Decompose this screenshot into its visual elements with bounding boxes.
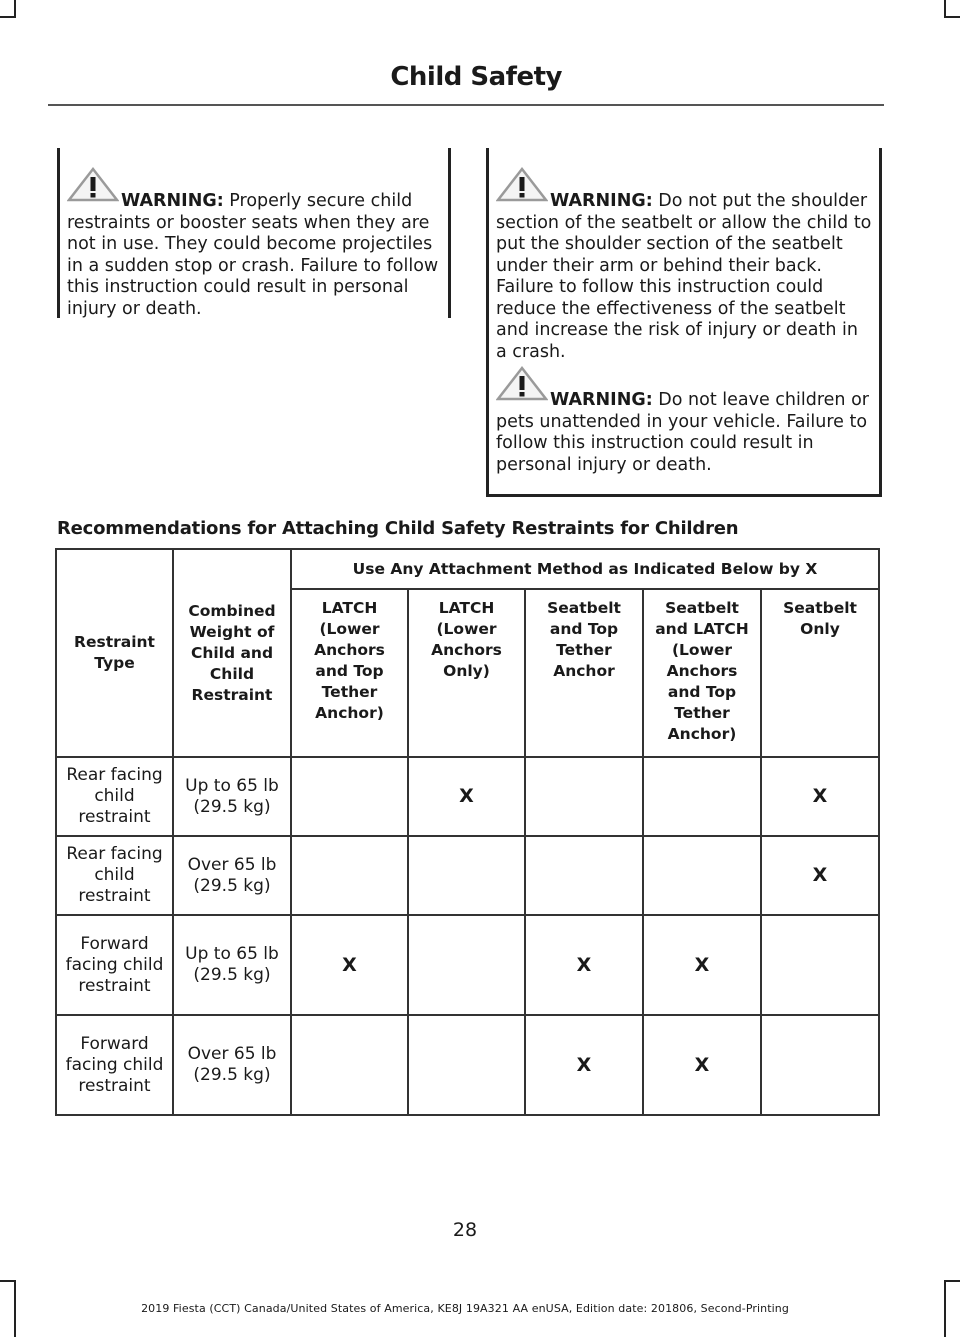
method-mark-cell: X xyxy=(525,1015,643,1115)
method-mark-cell: X xyxy=(291,915,408,1015)
warning-triangle-icon xyxy=(67,178,117,208)
header-divider xyxy=(48,104,884,106)
weight-cell: Up to 65 lb (29.5 kg) xyxy=(173,757,291,836)
footer-edition-info: 2019 Fiesta (CCT) Canada/United States of America, KE8J 19A321 AA enUSA, Edition date: 201806, Second-Printing xyxy=(141,1302,789,1315)
method-mark-cell xyxy=(525,836,643,915)
method-mark-cell xyxy=(643,836,761,915)
method-mark-cell: X xyxy=(643,1015,761,1115)
crop-mark xyxy=(0,1280,16,1282)
method-mark-cell xyxy=(761,1015,879,1115)
table-row xyxy=(56,915,879,1015)
method-mark-cell xyxy=(408,836,525,915)
restraint-type-cell: Rear facing child restraint xyxy=(56,836,173,915)
weight-cell: Up to 65 lb (29.5 kg) xyxy=(173,915,291,1015)
method-mark-cell xyxy=(291,1015,408,1115)
warning-paragraph xyxy=(67,178,440,320)
warning-label: WARNING: xyxy=(550,191,653,211)
crop-mark xyxy=(0,16,16,18)
column-header-method: Seatbelt and Top Tether Anchor xyxy=(525,589,643,757)
page-number: 28 xyxy=(452,1219,478,1241)
column-header-method: LATCH (Lower Anchors Only) xyxy=(408,589,525,757)
weight-cell: Over 65 lb (29.5 kg) xyxy=(173,1015,291,1115)
crop-mark xyxy=(944,1280,946,1337)
warning-label: WARNING: xyxy=(550,390,653,410)
column-header-combined-weight: Combined Weight of Child and Child Restraint xyxy=(173,549,291,757)
column-header-method: Seatbelt and LATCH (Lower Anchors and Top Tether Anchor) xyxy=(643,589,761,757)
table-row xyxy=(56,836,879,915)
warning-box-right xyxy=(486,148,882,497)
table-row xyxy=(56,1015,879,1115)
restraint-type-cell: Forward facing child restraint xyxy=(56,915,173,1015)
warning-paragraph xyxy=(496,178,873,363)
warning-text: Do not put the shoulder section of the seatbelt or allow the child to put the shoulder section of the seatbelt under their arm or behind their back. Failure to follow this instruction could reduce the effectiveness of the seatbelt and increase the risk of injury or death in a crash. xyxy=(496,191,872,362)
weight-cell: Over 65 lb (29.5 kg) xyxy=(173,836,291,915)
warning-triangle-icon xyxy=(496,377,546,407)
method-mark-cell: X xyxy=(408,757,525,836)
table-row xyxy=(56,757,879,836)
page-title: Child Safety xyxy=(390,62,562,92)
restraint-type-cell: Forward facing child restraint xyxy=(56,1015,173,1115)
warning-box-left xyxy=(57,148,451,318)
section-heading: Recommendations for Attaching Child Safety Restraints for Children xyxy=(57,518,739,539)
warning-text: Do not leave children or pets unattended in your vehicle. Failure to follow this instruction could result in personal injury or death. xyxy=(496,390,869,475)
restraint-type-cell: Rear facing child restraint xyxy=(56,757,173,836)
method-mark-cell xyxy=(291,836,408,915)
warning-paragraph xyxy=(496,377,873,476)
method-mark-cell xyxy=(761,915,879,1015)
method-mark-cell xyxy=(291,757,408,836)
warning-text: Properly secure child restraints or booster seats when they are not in use. They could become projectiles in a sudden stop or crash. Failure to follow this instruction could result in personal injury or death. xyxy=(67,191,439,319)
column-header-restraint-type: Restraint Type xyxy=(56,549,173,757)
method-mark-cell: X xyxy=(643,915,761,1015)
warning-triangle-icon xyxy=(496,178,546,208)
crop-mark xyxy=(944,16,960,18)
column-group-header: Use Any Attachment Method as Indicated Below by X xyxy=(291,549,879,589)
method-mark-cell xyxy=(525,757,643,836)
method-mark-cell xyxy=(408,1015,525,1115)
column-header-method: LATCH (Lower Anchors and Top Tether Anchor) xyxy=(291,589,408,757)
method-mark-cell: X xyxy=(761,836,879,915)
warning-label: WARNING: xyxy=(121,191,224,211)
method-mark-cell: X xyxy=(761,757,879,836)
crop-mark xyxy=(944,1280,960,1282)
method-mark-cell xyxy=(643,757,761,836)
method-mark-cell: X xyxy=(525,915,643,1015)
method-mark-cell xyxy=(408,915,525,1015)
column-header-method: Seatbelt Only xyxy=(761,589,879,757)
restraint-attachment-table xyxy=(55,548,880,1116)
